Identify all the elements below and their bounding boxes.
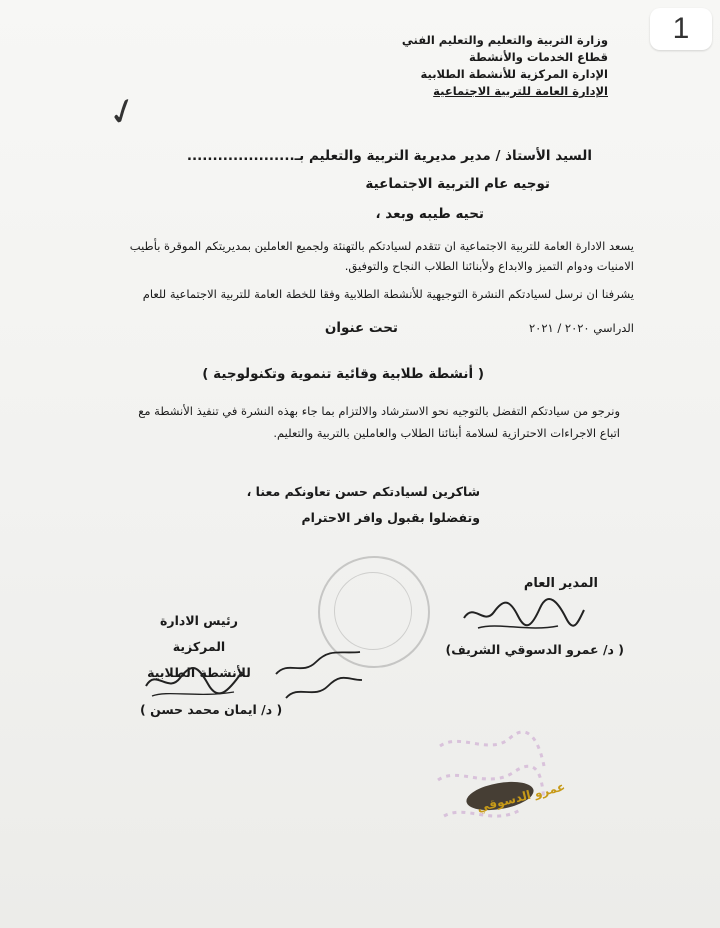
body2-line: اتباع الاجراءات الاحترازية لسلامة أبنائنا الطلاب والعاملين بالتربية والتعليم.	[273, 426, 620, 440]
body1-line: الامنيات ودوام التميز والابداع ولأبنائنا الطلاب النجاح والتوفيق.	[344, 259, 634, 273]
subject-title: ( أنشطة طلابية وقائية تنموية وتكنولوجية )	[202, 366, 484, 382]
body-paragraph-2	[138, 400, 620, 444]
recipient-line: توجيه عام التربية الاجتماعية	[365, 176, 550, 192]
ministry-header	[368, 32, 608, 100]
central-admin-signature-icon	[138, 656, 258, 700]
greeting-line: تحيه طيبه وبعد ،	[375, 206, 484, 222]
closing-respect: وتفضلوا بقبول وافر الاحترام	[301, 510, 480, 525]
body1-line: يشرفنا ان نرسل لسيادتكم النشرة التوجيهية للأنشطة الطلابية وفقا للخطة العامة للتربية الاجتماعية للعام	[142, 287, 634, 301]
handwritten-note-icon	[268, 640, 368, 710]
central-admin-name: ( د/ ايمان محمد حسن )	[140, 702, 283, 717]
general-manager-name: ( د/ عمرو الدسوقي الشريف)	[445, 642, 624, 657]
header-line-sector: قطاع الخدمات والأنشطة	[469, 50, 608, 64]
signature-logo-text: عمرو الدسوقي	[475, 779, 567, 815]
subject-heading: تحت عنوان	[324, 320, 398, 336]
header-line-central-admin: الإدارة المركزية للأنشطة الطلابية	[420, 67, 608, 81]
closing-thanks: شاكرين لسيادتكم حسن تعاونكم معنا ،	[246, 484, 480, 499]
body2-line: ونرجو من سيادتكم التفضل بالتوجيه نحو الاسترشاد والالتزام بما جاء بهذه النشرة في تنفيذ الأنشطة مع	[138, 404, 620, 418]
central-admin-title-line: للأنشطة الطلابية	[147, 665, 251, 680]
general-manager-title: المدير العام	[523, 576, 598, 591]
header-line-general-admin: الإدارة العامة للتربية الاجتماعية	[433, 84, 608, 98]
header-line-ministry: وزارة التربية والتعليم والتعليم الفني	[401, 33, 608, 47]
page-number-badge: 1	[650, 8, 712, 50]
handwritten-check-mark-icon: ✓	[102, 88, 144, 137]
body1-line: الدراسي ٢٠٢٠ / ٢٠٢١	[529, 321, 634, 335]
general-manager-signature-icon	[458, 592, 588, 636]
addressee-line: السيد الأستاذ / مدير مديرية التربية والتعليم بـ.....................	[186, 148, 592, 164]
body1-line: يسعد الادارة العامة للتربية الاجتماعية ان تتقدم لسيادتكم بالتهنئة ولجميع العاملين بمديريتكم الموقرة بأطيب	[129, 239, 634, 253]
central-admin-title-line: رئيس الادارة المركزية	[160, 613, 238, 654]
